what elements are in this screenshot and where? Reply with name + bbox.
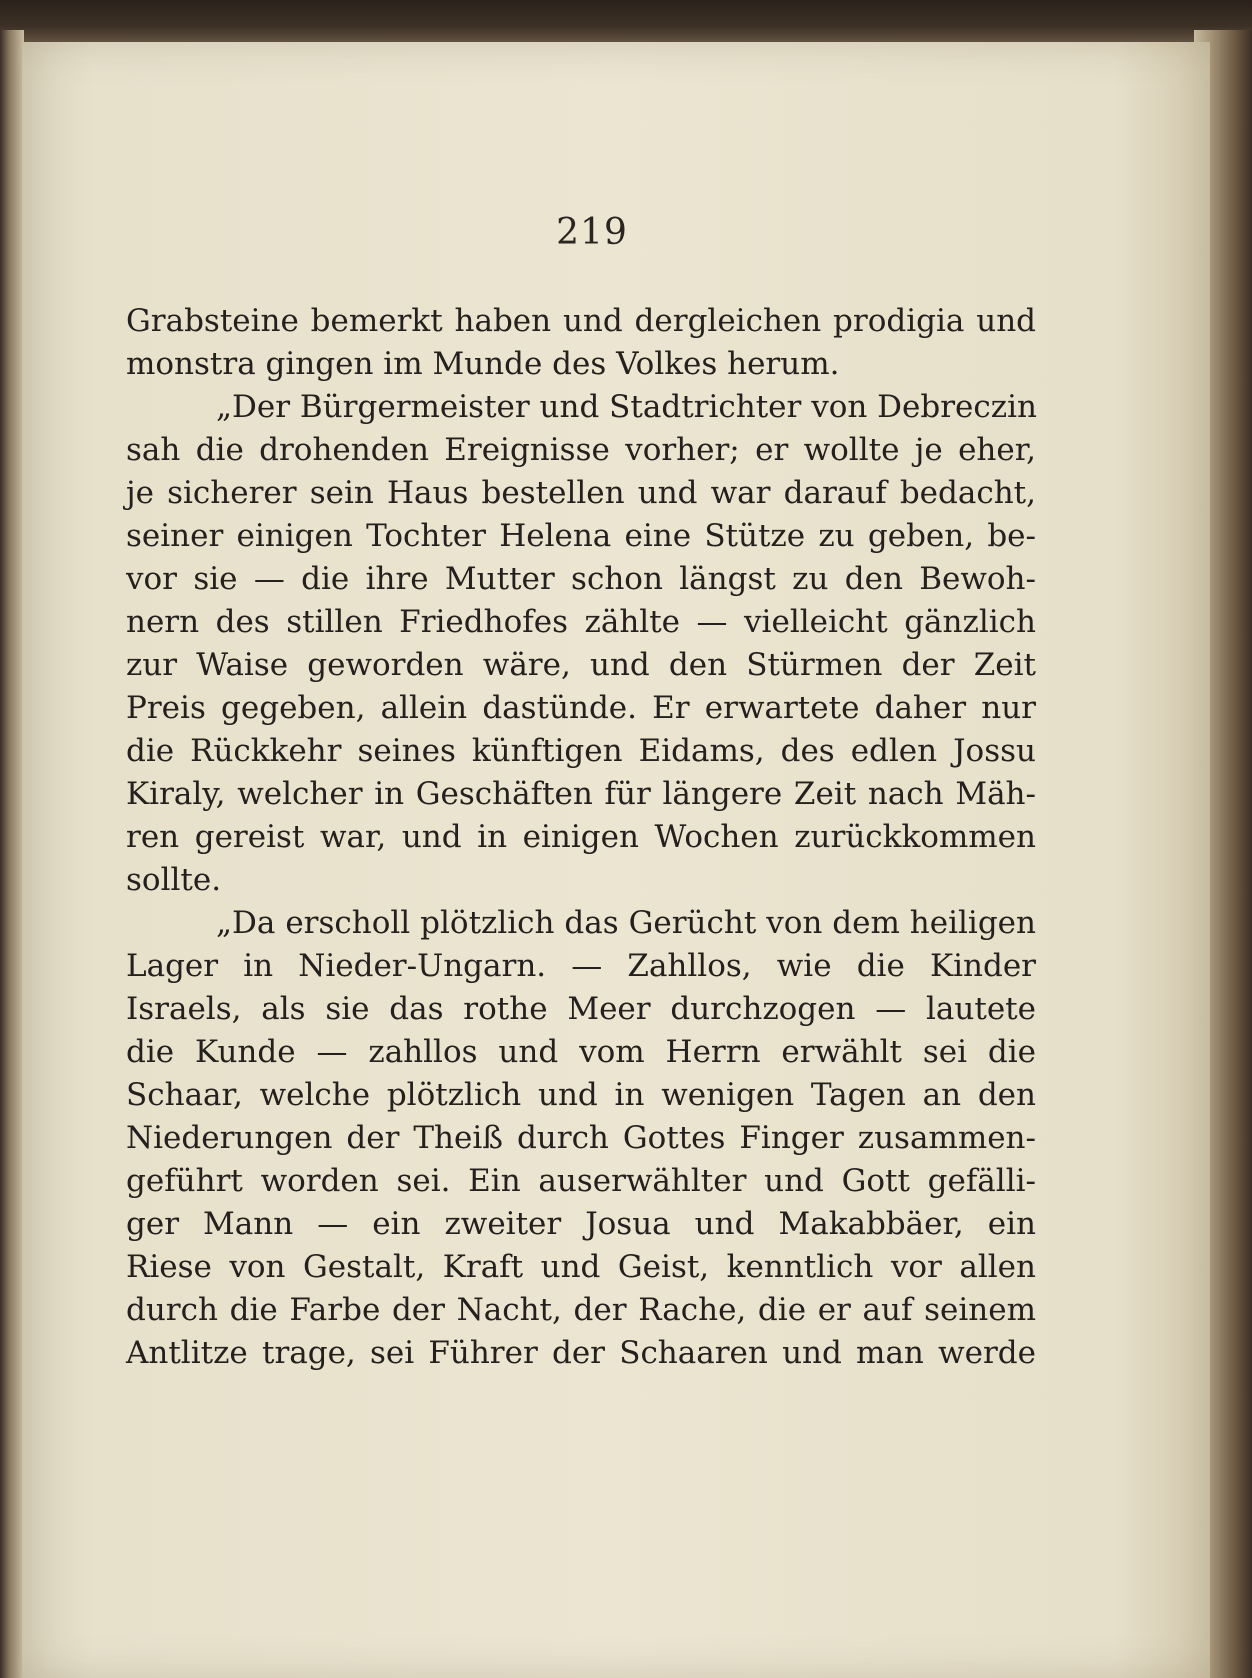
- text-line: je sicherer sein Haus bestellen und war darauf bedacht,: [126, 475, 1036, 511]
- book-binding-top: [0, 0, 1252, 48]
- text-line: „Da erscholl plötzlich das Gerücht von dem heiligen: [216, 905, 1036, 941]
- page-body-text: [126, 300, 1036, 1375]
- text-line: die Rückkehr seines künftigen Eidams, des edlen Jossu: [126, 733, 1036, 769]
- text-line: Lager in Nieder-Ungarn. — Zahllos, wie die Kinder: [126, 948, 1036, 984]
- text-line: sah die drohenden Ereignisse vorher; er wollte je eher,: [126, 432, 1036, 468]
- text-line: Schaar, welche plötzlich und in wenigen Tagen an den: [126, 1077, 1036, 1113]
- text-line: Riese von Gestalt, Kraft und Geist, kenntlich vor allen: [126, 1249, 1036, 1285]
- text-line: „Der Bürgermeister und Stadtrichter von Debreczin: [216, 389, 1037, 425]
- book-page: [22, 42, 1210, 1678]
- text-line: durch die Farbe der Nacht, der Rache, die er auf seinem: [126, 1292, 1036, 1328]
- text-line: Preis gegeben, allein dastünde. Er erwartete daher nur: [126, 690, 1036, 726]
- text-line: Kiraly, welcher in Geschäften für längere Zeit nach Mäh-: [126, 776, 1036, 812]
- text-line: seiner einigen Tochter Helena eine Stütze zu geben, be-: [126, 518, 1036, 554]
- text-line: monstra gingen im Munde des Volkes herum.: [126, 346, 840, 382]
- page-number: 219: [556, 212, 628, 253]
- text-line: nern des stillen Friedhofes zählte — vielleicht gänzlich: [126, 604, 1036, 640]
- text-line: sollte.: [126, 862, 222, 898]
- text-line: Niederungen der Theiß durch Gottes Finger zusammen-: [126, 1120, 1036, 1156]
- text-line: Grabsteine bemerkt haben und dergleichen prodigia und: [126, 303, 1036, 339]
- text-line: zur Waise geworden wäre, und den Stürmen der Zeit: [126, 647, 1036, 683]
- text-line: die Kunde — zahllos und vom Herrn erwählt sei die: [126, 1034, 1036, 1070]
- text-line: Israels, als sie das rothe Meer durchzogen — lautete: [126, 991, 1036, 1027]
- text-line: ger Mann — ein zweiter Josua und Makabbäer, ein: [126, 1206, 1036, 1242]
- text-line: vor sie — die ihre Mutter schon längst zu den Bewoh-: [126, 561, 1036, 597]
- text-line: geführt worden sei. Ein auserwählter und Gott gefälli-: [126, 1163, 1036, 1199]
- text-line: Antlitze trage, sei Führer der Schaaren und man werde: [126, 1335, 1036, 1371]
- text-line: ren gereist war, und in einigen Wochen zurückkommen: [126, 819, 1036, 855]
- previous-page-edge: [0, 30, 24, 1678]
